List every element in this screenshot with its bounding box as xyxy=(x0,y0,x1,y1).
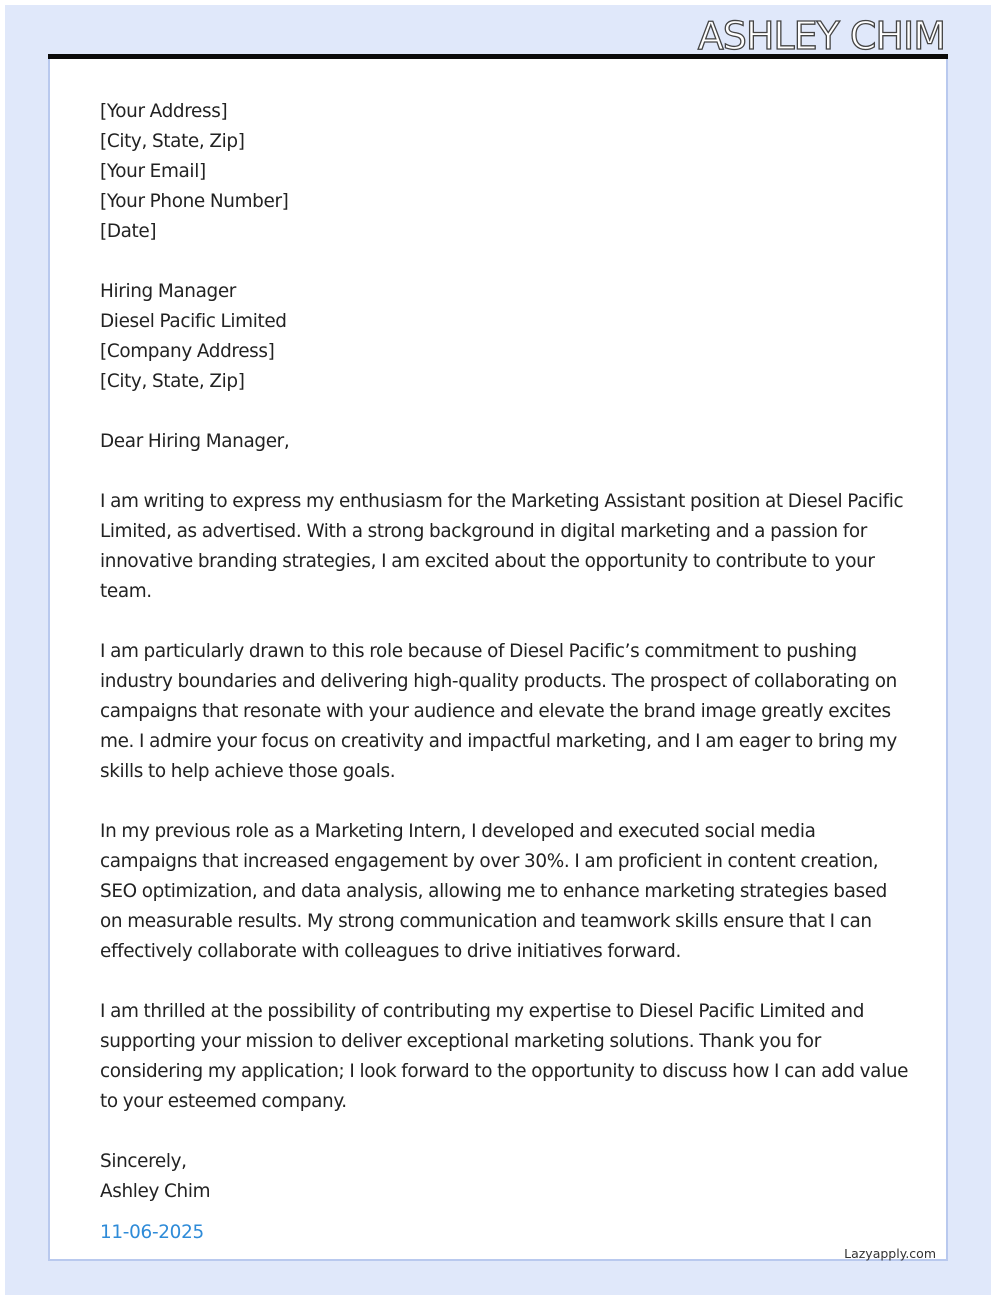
signature-block xyxy=(100,1147,910,1207)
footer-brand: Lazyapply.com xyxy=(844,1246,936,1261)
recipient-company: Diesel Pacific Limited xyxy=(100,311,287,332)
sender-city-state-zip: [City, State, Zip] xyxy=(100,131,245,152)
sender-block xyxy=(100,97,910,247)
recipient-city-state-zip: [City, State, Zip] xyxy=(100,371,245,392)
sender-phone: [Your Phone Number] xyxy=(100,191,289,212)
sender-date: [Date] xyxy=(100,221,157,242)
header-name: ASHLEY CHIM xyxy=(697,14,945,58)
paragraph-intro: I am writing to express my enthusiasm for the Marketing Assistant position at Diesel Pacific Limited, as advertised. With a strong background in digital marketing and a passion for innovative branding strategies, I am excited about the opportunity to contribute to your team. xyxy=(100,491,904,602)
signature-name: Ashley Chim xyxy=(100,1181,211,1202)
date-stamp: 11-06-2025 xyxy=(100,1222,204,1243)
recipient-block xyxy=(100,277,910,397)
sender-email: [Your Email] xyxy=(100,161,206,182)
recipient-address: [Company Address] xyxy=(100,341,275,362)
paragraph-motivation: I am particularly drawn to this role because of Diesel Pacific’s commitment to pushing industry boundaries and delivering high-quality products. The prospect of collaborating on campaigns that resonate with your audience and elevate the brand image greatly excites me. I admire your focus on creativity and impactful marketing, and I am eager to bring my skills to help achieve those goals. xyxy=(100,641,897,782)
spacer xyxy=(100,247,910,277)
valediction: Sincerely, xyxy=(100,1151,187,1172)
sender-address: [Your Address] xyxy=(100,101,228,122)
spacer xyxy=(100,397,910,427)
paragraph-closing: I am thrilled at the possibility of contributing my expertise to Diesel Pacific Limited and supporting your mission to deliver exceptional marketing solutions. Thank you for considering my application; I look forward to the opportunity to discuss how I can add value to your esteemed company. xyxy=(100,1001,909,1112)
cover-letter-body xyxy=(100,97,910,1207)
salutation: Dear Hiring Manager, xyxy=(100,431,290,452)
recipient-title: Hiring Manager xyxy=(100,281,236,302)
paragraph-experience: In my previous role as a Marketing Intern, I developed and executed social media campaigns that increased engagement by over 30%. I am proficient in content creation, SEO optimization, and data analysis, allowing me to enhance marketing strategies based on measurable results. My strong communication and teamwork skills ensure that I can effectively collaborate with colleagues to drive initiatives forward. xyxy=(100,821,888,962)
